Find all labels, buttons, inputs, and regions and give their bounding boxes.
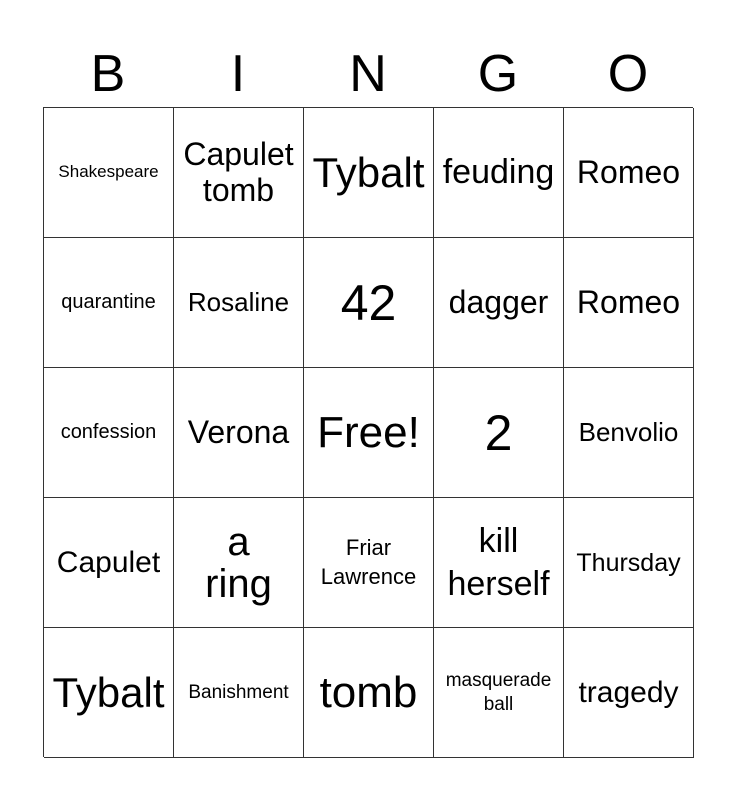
bingo-cell[interactable]: feuding <box>434 108 564 238</box>
bingo-cell[interactable]: tomb <box>304 628 434 758</box>
header-letter-o: O <box>607 45 649 103</box>
header-letter-i: I <box>230 45 246 103</box>
bingo-cell[interactable]: confession <box>44 368 174 498</box>
header-letter-g: G <box>477 45 519 103</box>
header-letter-b: B <box>90 45 126 103</box>
bingo-cell[interactable]: Shakespeare <box>44 108 174 238</box>
bingo-cell[interactable]: Romeo <box>564 108 694 238</box>
bingo-cell[interactable]: Rosaline <box>174 238 304 368</box>
bingo-cell[interactable]: tragedy <box>564 628 694 758</box>
bingo-cell[interactable]: 2 <box>434 368 564 498</box>
bingo-cell[interactable]: a ring <box>174 498 304 628</box>
bingo-header <box>43 40 693 108</box>
bingo-cell[interactable]: 42 <box>304 238 434 368</box>
bingo-cell[interactable]: kill herself <box>434 498 564 628</box>
bingo-cell[interactable]: Benvolio <box>564 368 694 498</box>
bingo-cell[interactable]: Tybalt <box>44 628 174 758</box>
bingo-card-grid <box>43 107 693 757</box>
bingo-cell[interactable]: Thursday <box>564 498 694 628</box>
bingo-cell[interactable]: Tybalt <box>304 108 434 238</box>
bingo-cell[interactable]: masquerade ball <box>434 628 564 758</box>
bingo-cell[interactable]: Romeo <box>564 238 694 368</box>
bingo-cell[interactable]: Banishment <box>174 628 304 758</box>
header-letter-n: N <box>349 45 387 103</box>
bingo-cell[interactable]: Capulet <box>44 498 174 628</box>
bingo-cell[interactable]: Capulet tomb <box>174 108 304 238</box>
free-space-cell[interactable]: Free! <box>304 368 434 498</box>
bingo-cell[interactable]: Friar Lawrence <box>304 498 434 628</box>
bingo-cell[interactable]: Verona <box>174 368 304 498</box>
bingo-cell[interactable]: quarantine <box>44 238 174 368</box>
bingo-cell[interactable]: dagger <box>434 238 564 368</box>
